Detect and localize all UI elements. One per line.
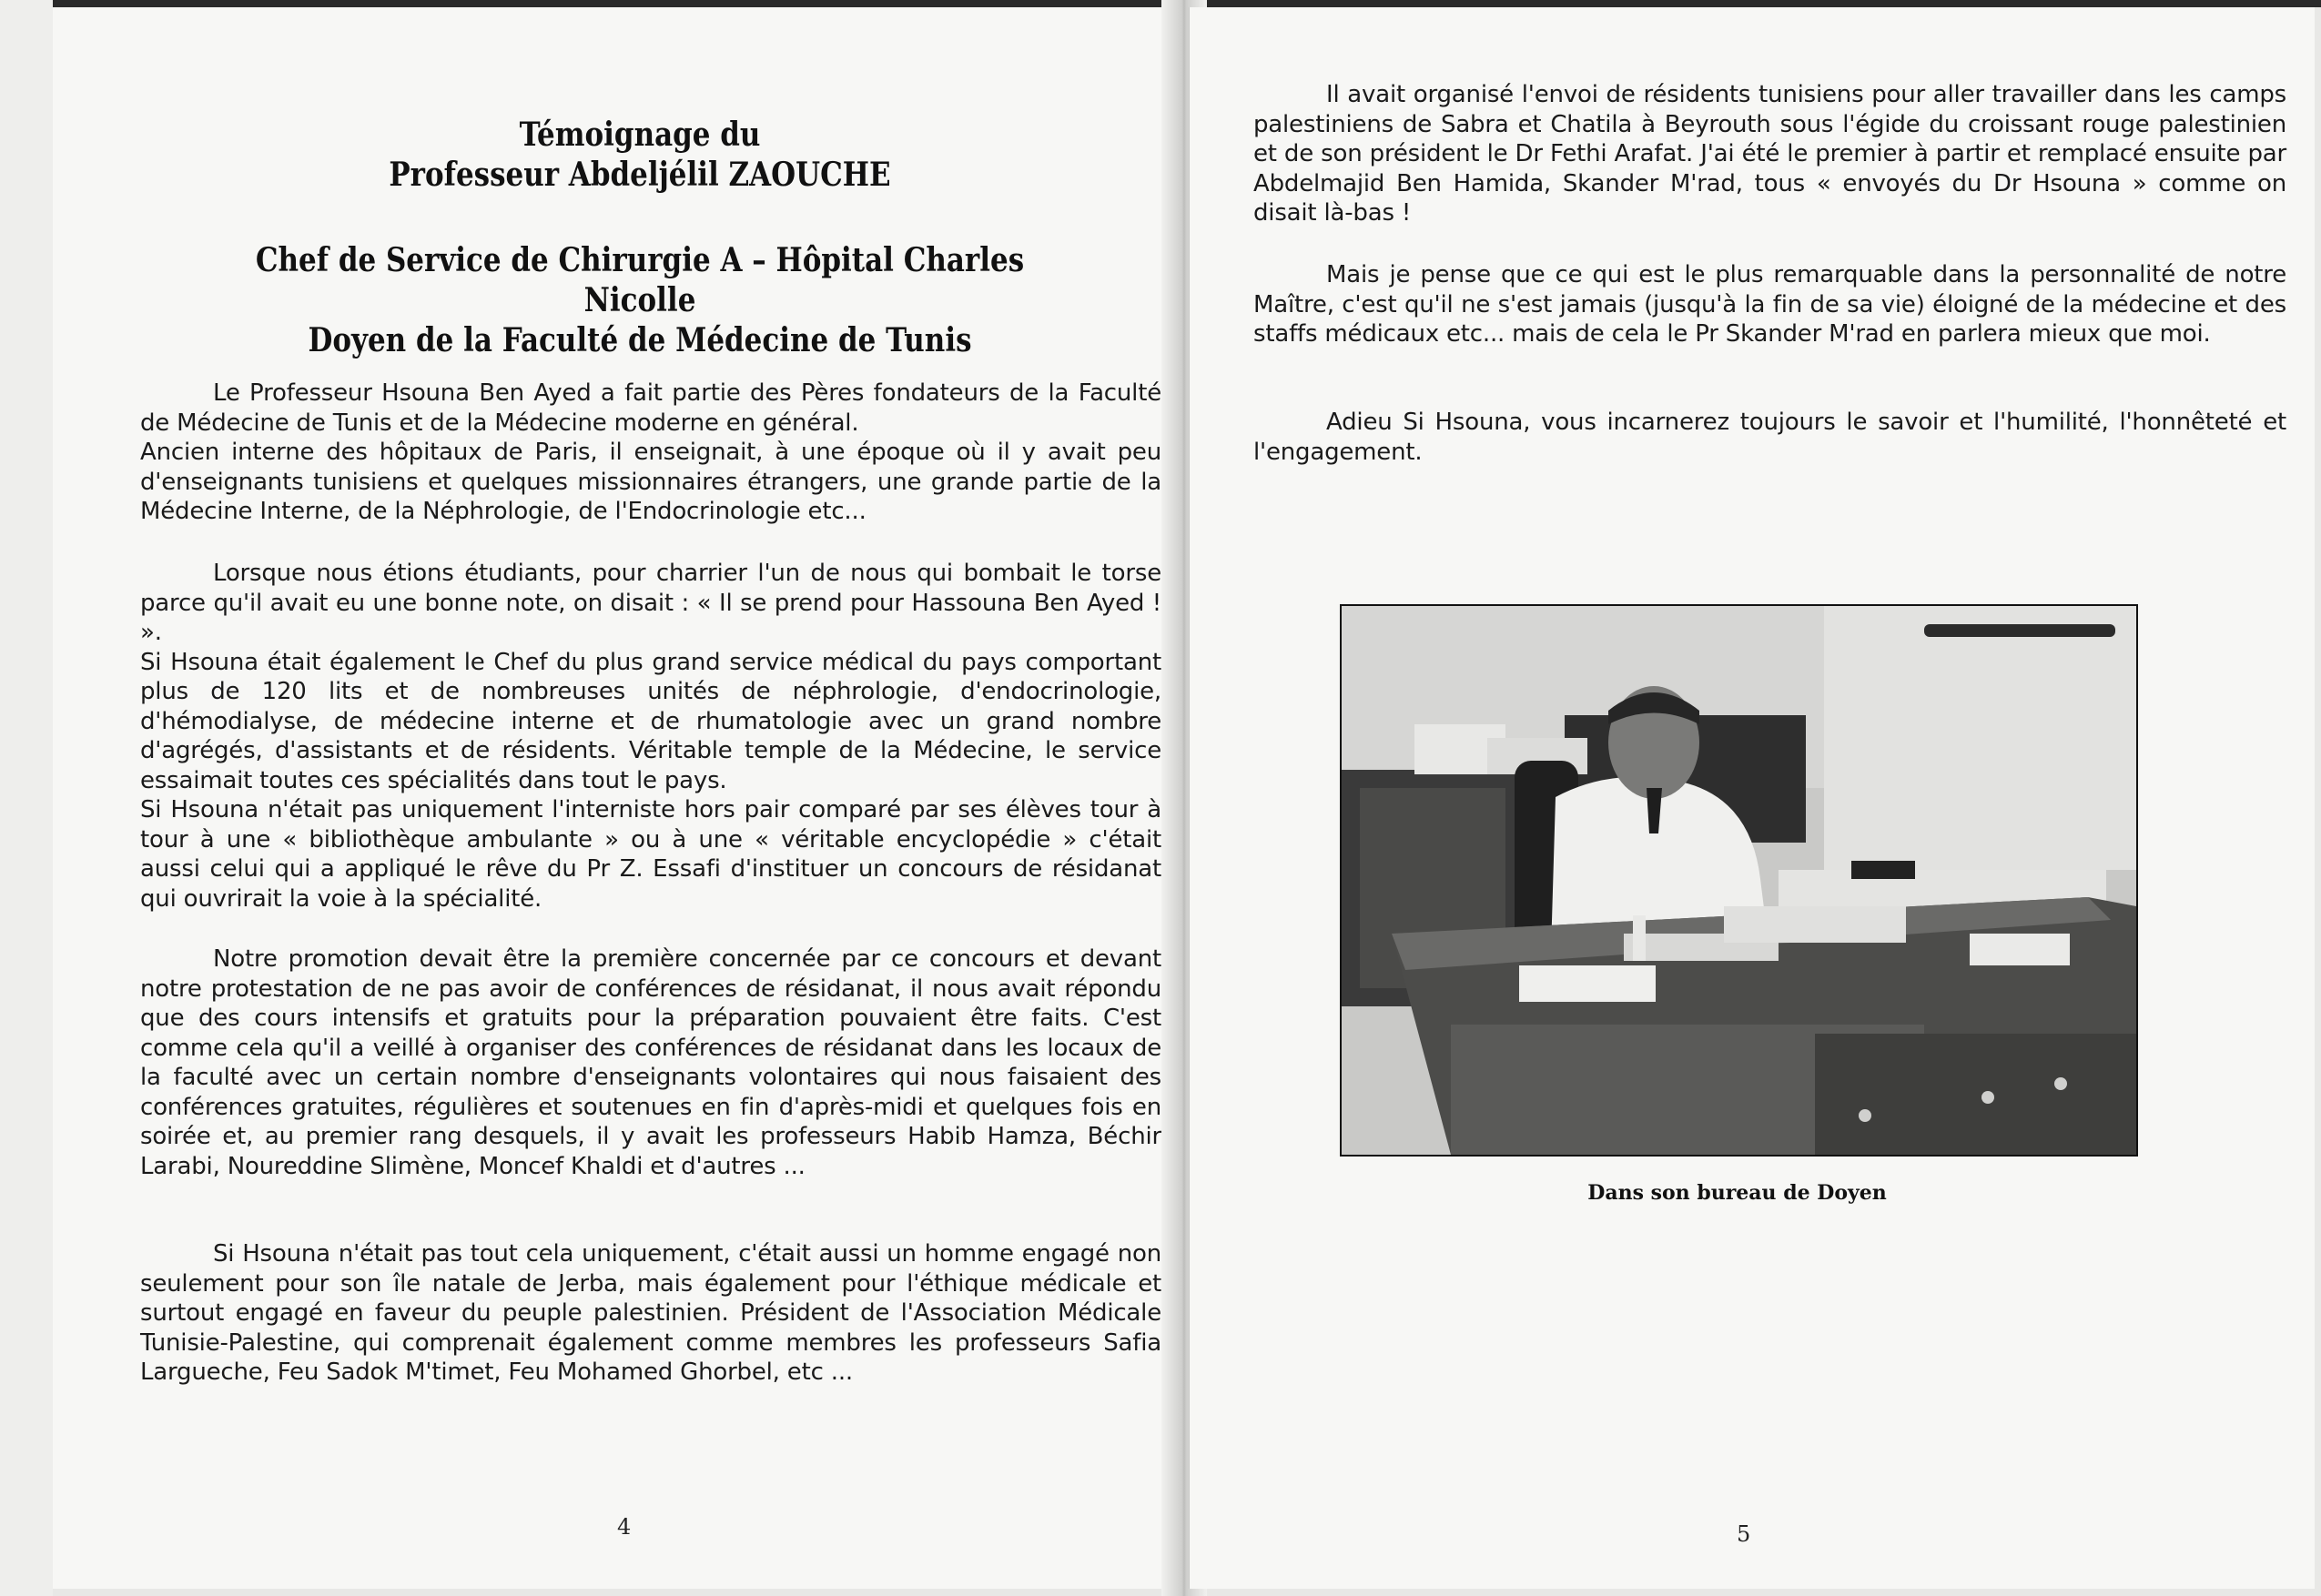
title-line-1: Témoignage du — [519, 116, 761, 154]
paragraph-3 — [140, 944, 1161, 1181]
paragraph-4 — [140, 1239, 1161, 1388]
paragraph-text: Il avait organisé l'envoi de résidents tunisiens pour aller travailler dans les camps palestiniens de Sabra et Chatila à Beyrouth sous l'égide du croissant rouge palestinien et de son président le Dr Fethi Arafat. J'ai été le premier à partir et remplacé ensuite par Abdelmajid Ben Hamida, Skander M'rad, tous « envoyés du Dr Hsouna » comme on disait là-bas ! — [1253, 81, 2286, 227]
scan-top-edge — [0, 0, 2321, 7]
paragraph-text: Ancien interne des hôpitaux de Paris, il enseignait, à une époque où il y avait peu d'enseignants tunisiens et quelques missionnaires étrangers, une grande partie de la Médecine Interne, de la Néphrologie, de l'Endocrinologie etc... — [140, 439, 1161, 525]
article-title — [252, 115, 1027, 195]
title-line-2: Professeur Abdeljélil ZAOUCHE — [389, 156, 891, 194]
scan-left-margin — [0, 0, 53, 1596]
page-number: 4 — [617, 1514, 632, 1540]
paragraph-text: Mais je pense que ce qui est le plus remarquable dans la personnalité de notre Maître, c'est qu'il ne s'est jamais (jusqu'à la fin de sa vie) éloigné de la médecine et des staffs médicaux etc... mais de cela le Pr Skander M'rad en parlera mieux que moi. — [1253, 261, 2286, 348]
subtitle-line-1: Chef de Service de Chirurgie A – Hôpital Charles Nicolle — [255, 241, 1025, 319]
left-page — [53, 7, 1184, 1589]
paragraph-text: Si Hsouna était également le Chef du plus grand service médical du pays comportant plus de 120 lits et de nombreuses unités de néphrologie, d'endocrinologie, d'hémodialyse, de médecine interne et de rhumatologie avec un grand nombre d'agrégés, d'assistants et de résidents. Véritable temple de la Médecine, le service essaimait toutes ces spécialités dans tout le pays. — [140, 648, 1161, 794]
photo-caption: Dans son bureau de Doyen — [1587, 1181, 1887, 1205]
paragraph-1 — [1253, 80, 2286, 228]
subtitle-line-2: Doyen de la Faculté de Médecine de Tunis — [308, 321, 972, 359]
article-subtitle — [252, 240, 1027, 360]
paragraph-text: Lorsque nous étions étudiants, pour charrier l'un de nous qui bombait le torse parce qu'il avait eu une bonne note, on disait : « Il se prend pour Hassouna Ben Ayed ! ». — [140, 560, 1161, 646]
page-number: 5 — [1737, 1521, 1751, 1547]
paragraph-2 — [1253, 260, 2286, 349]
photo-illustration — [1342, 606, 2136, 1155]
paragraph-text: Le Professeur Hsouna Ben Ayed a fait partie des Pères fondateurs de la Faculté de Médecine de Tunis et de la Médecine moderne en général. — [140, 379, 1161, 437]
right-page — [1189, 7, 2315, 1589]
paragraph-2 — [140, 559, 1161, 914]
paragraph-1 — [140, 379, 1161, 527]
paragraph-text: Si Hsouna n'était pas uniquement l'interniste hors pair comparé par ses élèves tour à tour à une « bibliothèque ambulante » ou à une « véritable encyclopédie » c'était aussi celui qui a appliqué le rêve du Pr Z. Essafi d'instituer un concours de résidanat qui ouvrirait la voie à la spécialité. — [140, 796, 1161, 913]
paragraph-text: Adieu Si Hsouna, vous incarnerez toujours le savoir et l'humilité, l'honnêteté et l'engagement. — [1253, 409, 2286, 466]
paragraph-text: Notre promotion devait être la première concernée par ce concours et devant notre protestation de ne pas avoir de conférences de résidanat, il nous avait répondu que des cours intensifs et gratuits pour la préparation pouvaient être faits. C'est comme cela qu'il a veillé à organiser des conférences de résidanat dans les locaux de la faculté avec un certain nombre d'enseignants volontaires qui nous faisaient des conférences gratuites, régulières et soutenues en fin d'après-midi et quelques fois en soirée et, au premier rang desquels, il y avait les professeurs Habib Hamza, Béchir Larabi, Noureddine Slimène, Moncef Khaldi et d'autres ... — [140, 945, 1161, 1180]
office-photo — [1340, 604, 2138, 1157]
paragraph-text: Si Hsouna n'était pas tout cela uniquement, c'était aussi un homme engagé non seulement pour son île natale de Jerba, mais également pour l'éthique médicale et surtout engagé en faveur du peuple palestinien. Président de l'Association Médicale Tunisie-Palestine, qui comprenait également comme membres les professeurs Safia Largueche, Feu Sadok M'timet, Feu Mohamed Ghorbel, etc ... — [140, 1240, 1161, 1386]
paragraph-3 — [1253, 408, 2286, 467]
